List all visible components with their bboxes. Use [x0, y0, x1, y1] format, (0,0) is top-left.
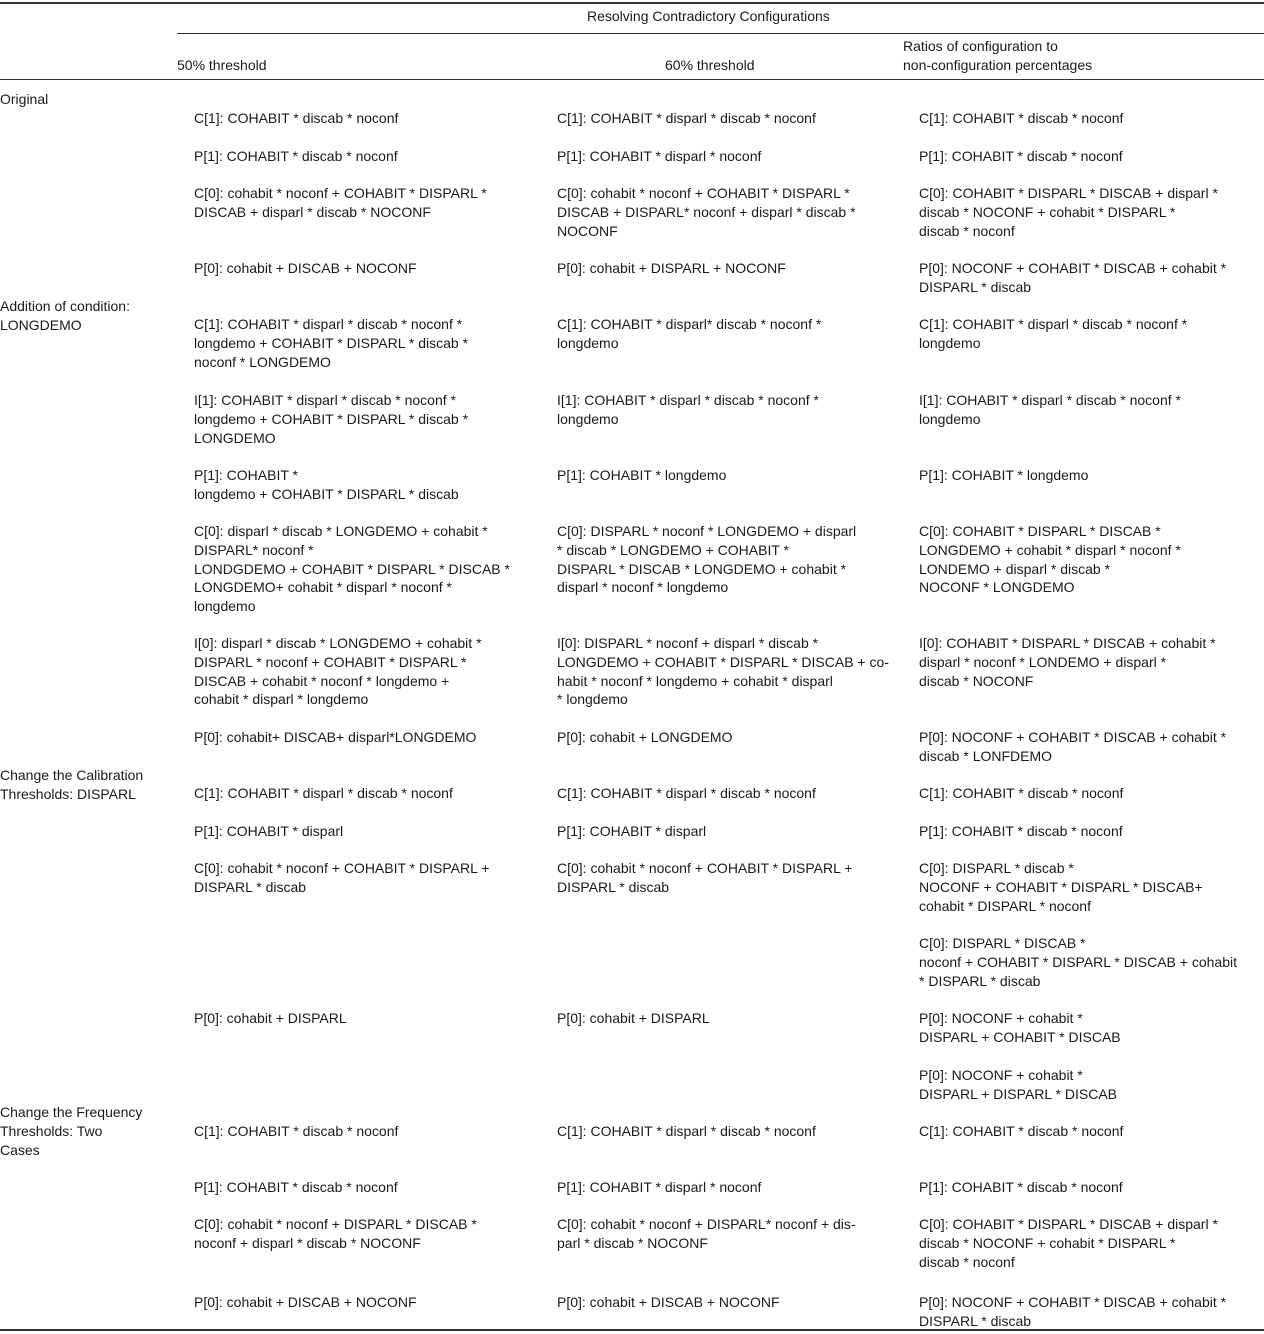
- table-cell: C[1]: COHABIT * disparl * discab * noconf: [557, 785, 816, 801]
- spanner-rule: [177, 33, 1264, 34]
- table-cell: C[1]: COHABIT * disparl * discab * noconf: [557, 1123, 816, 1139]
- top-rule: [0, 2, 1264, 4]
- section-label-calibration: Change the Calibration Thresholds: DISPARL: [0, 767, 144, 802]
- table-cell: P[0]: NOCONF + COHABIT * DISCAB + cohabit * DISPARL * discab: [919, 260, 1227, 295]
- section-label-original: Original: [0, 91, 49, 107]
- header-bottom-rule: [0, 79, 1264, 80]
- table-cell: C[1]: COHABIT * discab * noconf: [194, 110, 399, 126]
- table-cell: C[0]: disparl * discab * LONGDEMO + cohabit * DISPARL* noconf * LONDGDEMO + COHABIT * DISPARL * DISCAB * LONGDEMO+ cohabit * disparl * noconf * longdemo: [194, 523, 510, 615]
- table-cell: P[0]: cohabit + DISCAB + NOCONF: [194, 260, 417, 276]
- table-cell: P[0]: cohabit + DISPARL: [194, 1010, 347, 1026]
- table-cell: P[0]: NOCONF + cohabit * DISPARL + COHABIT * DISCAB: [919, 1010, 1121, 1045]
- table-cell: P[0]: NOCONF + COHABIT * DISCAB + cohabit * DISPARL * discab: [919, 1294, 1227, 1329]
- table-cell: C[1]: COHABIT * disparl * discab * noconf * longdemo: [919, 316, 1188, 351]
- table-cell: C[0]: DISPARL * discab * NOCONF + COHABIT * DISPARL * DISCAB+ cohabit * DISPARL * noconf: [919, 860, 1203, 914]
- table-cell: P[0]: cohabit+ DISCAB+ disparl*LONGDEMO: [194, 729, 477, 745]
- table-cell: C[0]: DISPARL * DISCAB * noconf + COHABIT * DISPARL * DISCAB + cohabit * DISPARL * discab: [919, 935, 1237, 989]
- table-cell: P[1]: COHABIT * longdemo + COHABIT * DISPARL * discab: [194, 467, 459, 502]
- table-cell: P[0]: cohabit + DISCAB + NOCONF: [557, 1294, 780, 1310]
- table-cell: P[1]: COHABIT * discab * noconf: [919, 1179, 1123, 1195]
- table-cell: P[0]: NOCONF + cohabit * DISPARL + DISPARL * DISCAB: [919, 1067, 1118, 1102]
- table-cell: C[0]: cohabit * noconf + DISPARL * DISCAB * noconf + disparl * discab * NOCONF: [194, 1216, 477, 1251]
- table-cell: I[0]: COHABIT * DISPARL * DISCAB + cohabit * disparl * noconf * LONDEMO + disparl * discab * NOCONF: [919, 635, 1216, 689]
- table-cell: C[0]: cohabit * noconf + COHABIT * DISPARL + DISPARL * discab: [194, 860, 490, 895]
- table-cell: P[0]: cohabit + DISCAB + NOCONF: [194, 1294, 417, 1310]
- table-cell: C[0]: COHABIT * DISPARL * DISCAB + disparl * discab * NOCONF + cohabit * DISPARL * discab * noconf: [919, 185, 1218, 239]
- table-cell: P[0]: cohabit + LONGDEMO: [557, 729, 733, 745]
- table-cell: P[1]: COHABIT * discab * noconf: [194, 1179, 398, 1195]
- table-cell: P[1]: COHABIT * disparl * noconf: [557, 148, 762, 164]
- table-cell: P[1]: COHABIT * disparl: [557, 823, 707, 839]
- table-cell: P[1]: COHABIT * disparl: [194, 823, 344, 839]
- table-cell: C[1]: COHABIT * discab * noconf: [919, 785, 1124, 801]
- table-cell: I[0]: DISPARL * noconf + disparl * discab * LONGDEMO + COHABIT * DISPARL * DISCAB + co- habit * noconf * longdemo + cohabit * disparl * longdemo: [557, 635, 889, 708]
- table-cell: C[0]: COHABIT * DISPARL * DISCAB * LONGDEMO + cohabit * disparl * noconf * LONDEMO + disparl * discab * NOCONF * LONGDEMO: [919, 523, 1181, 596]
- table-cell: P[1]: COHABIT * discab * noconf: [194, 148, 398, 164]
- section-label-frequency: Change the Frequency Thresholds: Two Cases: [0, 1104, 143, 1158]
- column-header-60: 60% threshold: [665, 57, 755, 73]
- table-cell: P[1]: COHABIT * discab * noconf: [919, 148, 1123, 164]
- table-cell: P[1]: COHABIT * discab * noconf: [919, 823, 1123, 839]
- table-cell: C[1]: COHABIT * disparl * discab * noconf: [194, 785, 453, 801]
- spanner-header: Resolving Contradictory Configurations: [587, 8, 830, 24]
- table-cell: P[1]: COHABIT * longdemo: [557, 467, 727, 483]
- table-cell: C[1]: COHABIT * disparl * discab * noconf: [557, 110, 816, 126]
- column-header-50: 50% threshold: [177, 57, 267, 73]
- table-cell: C[0]: cohabit * noconf + COHABIT * DISPARL + DISPARL * discab: [557, 860, 853, 895]
- table-cell: C[0]: COHABIT * DISPARL * DISCAB + disparl * discab * NOCONF + cohabit * DISPARL * discab * noconf: [919, 1216, 1218, 1270]
- table-cell: C[0]: cohabit * noconf + COHABIT * DISPARL * DISCAB + DISPARL* noconf + disparl * discab * NOCONF: [557, 185, 856, 239]
- table-cell: P[0]: NOCONF + COHABIT * DISCAB + cohabit * discab * LONFDEMO: [919, 729, 1227, 764]
- table-cell: C[0]: cohabit * noconf + COHABIT * DISPARL * DISCAB + disparl * discab * NOCONF: [194, 185, 487, 220]
- table-cell: I[1]: COHABIT * disparl * discab * noconf * longdemo + COHABIT * DISPARL * discab * LONGDEMO: [194, 392, 469, 446]
- table-cell: C[1]: COHABIT * discab * noconf: [919, 1123, 1124, 1139]
- table-cell: I[0]: disparl * discab * LONGDEMO + cohabit * DISPARL * noconf + COHABIT * DISPARL * DISCAB + cohabit * noconf * longdemo + cohabit * disparl * longdemo: [194, 635, 482, 708]
- table-cell: P[0]: cohabit + DISPARL + NOCONF: [557, 260, 786, 276]
- table-cell: I[1]: COHABIT * disparl * discab * noconf * longdemo: [919, 392, 1181, 427]
- table-cell: C[1]: COHABIT * disparl* discab * noconf * longdemo: [557, 316, 822, 351]
- table-cell: P[0]: cohabit + DISPARL: [557, 1010, 710, 1026]
- table-cell: P[1]: COHABIT * longdemo: [919, 467, 1089, 483]
- table-cell: C[0]: DISPARL * noconf * LONGDEMO + disparl * discab * LONGDEMO + COHABIT * DISPARL * DISCAB * LONGDEMO + cohabit * disparl * noconf * longdemo: [557, 523, 857, 596]
- column-header-ratios: Ratios of configuration to non-configuration percentages: [903, 38, 1093, 73]
- table-cell: C[0]: cohabit * noconf + DISPARL* noconf + dis- parl * discab * NOCONF: [557, 1216, 856, 1251]
- table-cell: C[1]: COHABIT * discab * noconf: [919, 110, 1124, 126]
- table-cell: I[1]: COHABIT * disparl * discab * noconf * longdemo: [557, 392, 819, 427]
- section-label-longdemo: Addition of condition: LONGDEMO: [0, 298, 130, 333]
- table-cell: P[1]: COHABIT * disparl * noconf: [557, 1179, 762, 1195]
- table-cell: C[1]: COHABIT * discab * noconf: [194, 1123, 399, 1139]
- table-cell: C[1]: COHABIT * disparl * discab * noconf * longdemo + COHABIT * DISPARL * discab * noconf * LONGDEMO: [194, 316, 469, 370]
